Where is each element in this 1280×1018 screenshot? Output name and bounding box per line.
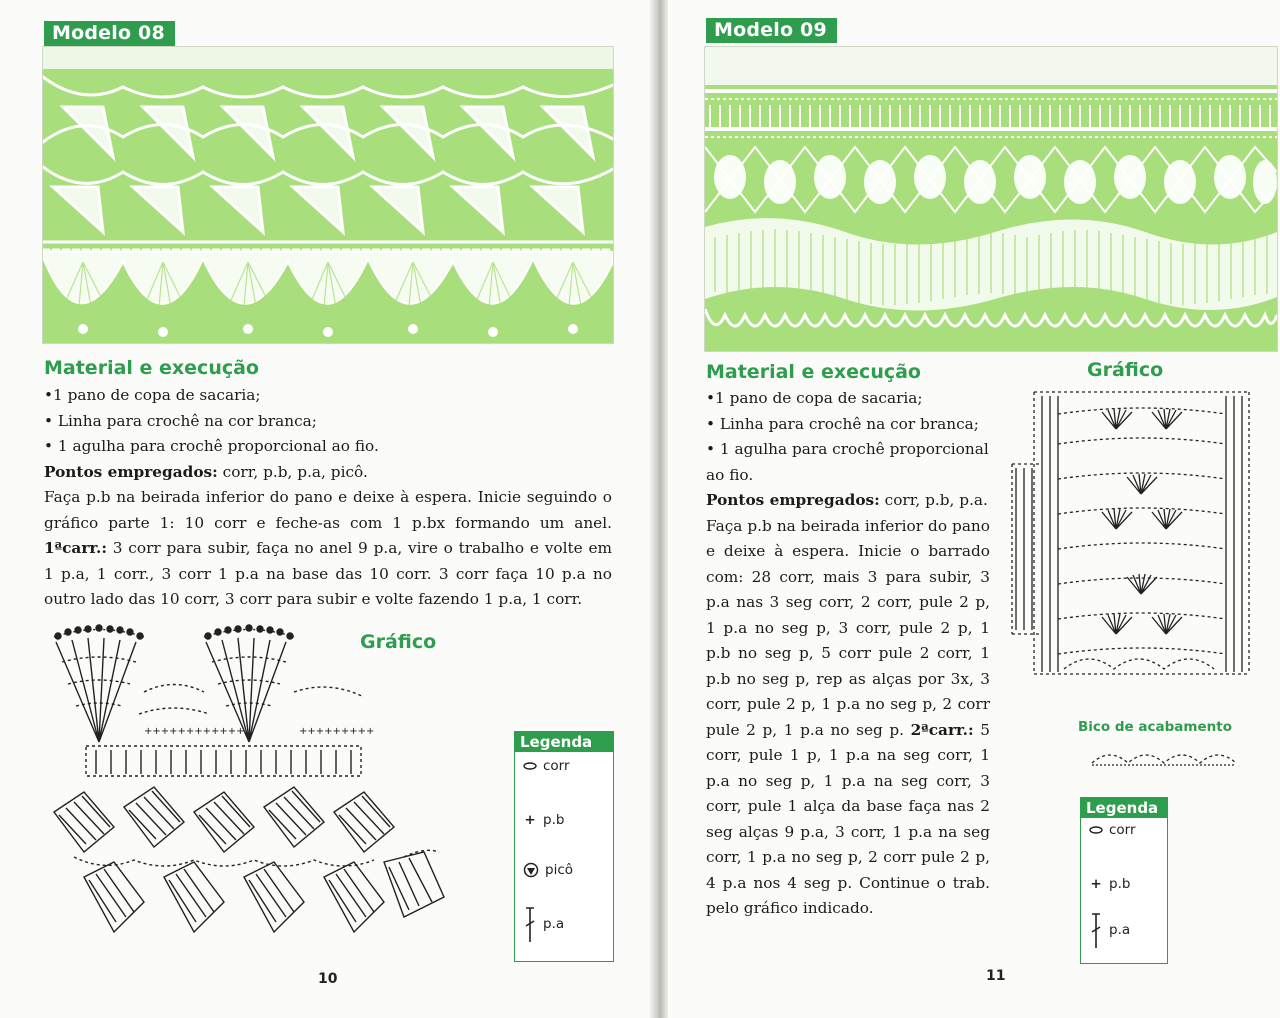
svg-text:++++++++++++: ++++++++++++ <box>144 726 245 737</box>
legend-item-pb: + p.b <box>1090 876 1131 892</box>
chain-stitch-icon <box>1089 826 1103 834</box>
model-09-label: Modelo 09 <box>706 18 837 43</box>
model-08-crochet-diagram <box>44 622 464 962</box>
stitches-text: corr, p.b, p.a. <box>879 491 988 509</box>
right-legend <box>1080 797 1168 964</box>
right-chart-title: Gráfico <box>1087 359 1164 381</box>
legend-item-pico: picô <box>523 862 573 878</box>
left-legend <box>514 731 614 962</box>
picot-icon <box>523 862 539 878</box>
finish-edge-diagram <box>1090 745 1238 769</box>
legend-item-pb: + p.b <box>524 812 565 828</box>
stitches-text: corr, p.b, p.a, picô. <box>217 462 368 481</box>
chain-stitch-icon <box>523 762 537 770</box>
material-item: • 1 agulha para crochê proporcional ao fio. <box>44 437 379 455</box>
stitches-line <box>706 488 990 514</box>
legend-item-pa: p.a <box>1089 910 1130 950</box>
instructions-part1: Faça p.b na beirada inferior do pano e deixe à espera. Inicie seguindo o gráfico parte 1: 10 corr e feche-as com 1 p.bx formando um anel. <box>44 488 612 532</box>
double-crochet-icon <box>1089 910 1103 950</box>
material-item: • 1 agulha para crochê proporcional ao fio. <box>706 440 989 484</box>
double-crochet-icon <box>523 904 537 944</box>
stitches-label: Pontos empregados: <box>44 462 218 481</box>
left-body <box>44 383 612 613</box>
right-body <box>706 386 990 922</box>
left-page-number: 10 <box>318 971 338 987</box>
material-item: •1 pano de copa de sacaria; <box>44 386 261 404</box>
legend-item-corr: corr <box>1089 822 1136 838</box>
fan-left <box>54 630 144 743</box>
svg-text:+++++++++: +++++++++ <box>299 726 375 737</box>
legend-item-pa: p.a <box>523 904 564 944</box>
stitches-label: Pontos empregados: <box>706 491 880 509</box>
right-page-number: 11 <box>986 968 1006 984</box>
legend-item-corr: corr <box>523 758 570 774</box>
left-section-title: Material e execução <box>44 357 259 379</box>
instructions-part2: 5 corr, pule 1 p, 1 p.a na seg corr, 1 p.a no seg p, 1 p.a na seg corr, 3 corr, pule 1 alça da base faça nas 2 seg alças 9 p.a, 3 corr, 1 p.a na seg corr, 1 p.a no seg p, 2 corr pule 2 p, 4 p.a nos 4 seg p. Continue o trab. pelo gráfico indicado. <box>706 720 990 917</box>
single-crochet-icon: + <box>1090 876 1102 892</box>
model-09-crochet-diagram <box>1004 384 1280 680</box>
row-2-label: 2ªcarr.: <box>910 720 974 739</box>
instructions <box>44 485 612 613</box>
spine-gutter <box>650 0 668 1018</box>
right-section-title: Material e execução <box>706 361 921 383</box>
left-chart-title: Gráfico <box>360 631 437 653</box>
row-1-label: 1ªcarr.: <box>44 539 108 557</box>
legend-title: Legenda <box>515 732 613 752</box>
material-item: • Linha para crochê na cor branca; <box>706 414 979 433</box>
model-08-lace-photo <box>42 46 614 344</box>
model-08-label: Modelo 08 <box>44 21 175 46</box>
stitches-line <box>44 460 612 486</box>
instructions <box>706 514 990 922</box>
instructions-part2: 3 corr para subir, faça no anel 9 p.a, vire o trabalho e volte em 1 p.a, 1 corr., 3 corr 1 p.a na base das 10 corr. 3 corr faça 10 p.a no outro lado das 10 corr, 3 corr para subir e volte fazendo 1 p.a, 1 corr. <box>44 539 612 608</box>
instructions-part1: Faça p.b na beirada inferior do pano e deixe à espera. Inicie o barrado com: 28 corr, mais 3 para subir, 3 p.a nas 3 seg corr, 2 corr, pule 2 p, 1 p.a no seg p, 3 corr, pule 2 p, 1 p.b no seg p, 5 corr pule 2 corr, 1 p.b no seg p, rep as alças por 3x, 3 corr, pule 2 p, 1 p.a no seg p, 2 corr pule 2 p, 1 p.a no seg p. <box>706 516 990 739</box>
finish-edge-label: Bico de acabamento <box>1078 719 1232 735</box>
single-crochet-icon: + <box>524 812 536 828</box>
material-item: • Linha para crochê na cor branca; <box>44 411 317 430</box>
material-item: •1 pano de copa de sacaria; <box>706 389 923 407</box>
model-09-lace-photo <box>704 46 1278 352</box>
right-page <box>668 0 1280 1018</box>
legend-title: Legenda <box>1081 798 1167 818</box>
